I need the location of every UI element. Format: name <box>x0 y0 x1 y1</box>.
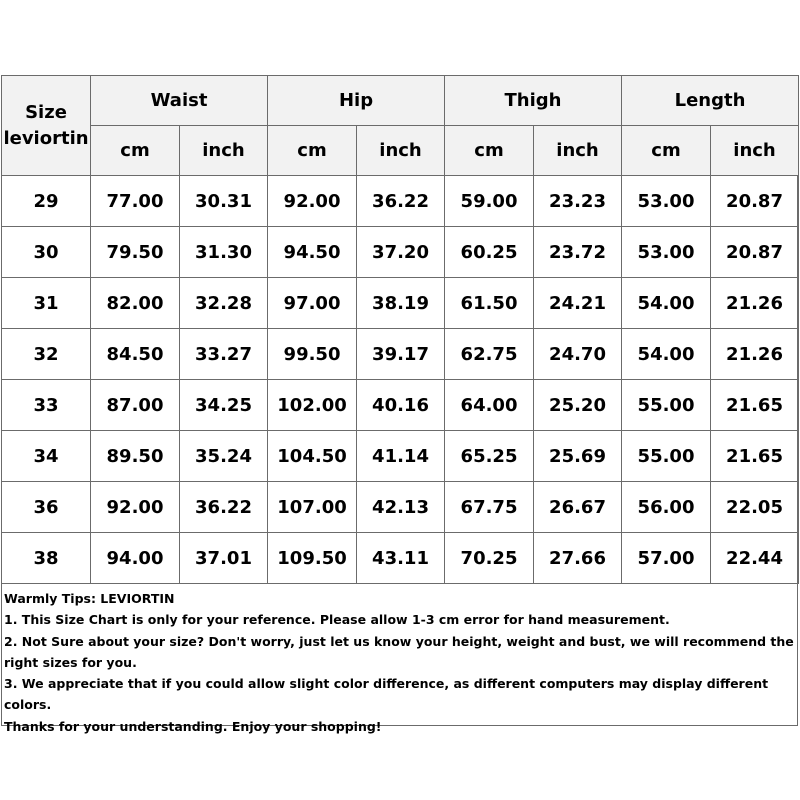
size-cell: 29 <box>2 176 91 227</box>
measurement-cell: 25.69 <box>534 431 622 482</box>
measurement-cell: 33.27 <box>180 329 268 380</box>
measurement-cell: 23.72 <box>534 227 622 278</box>
measurement-cell: 37.20 <box>357 227 445 278</box>
measurement-cell: 60.25 <box>445 227 534 278</box>
measurement-cell: 54.00 <box>622 329 711 380</box>
measurement-cell: 21.65 <box>711 380 799 431</box>
measurement-cell: 53.00 <box>622 176 711 227</box>
measurement-cell: 41.14 <box>357 431 445 482</box>
measurement-cell: 55.00 <box>622 380 711 431</box>
hip-header: Hip <box>268 76 445 126</box>
size-header <box>2 76 91 176</box>
measurement-cell: 31.30 <box>180 227 268 278</box>
measurement-cell: 21.26 <box>711 329 799 380</box>
measurement-cell: 79.50 <box>91 227 180 278</box>
measurement-cell: 94.50 <box>268 227 357 278</box>
size-chart-table <box>1 75 799 584</box>
measurement-cell: 34.25 <box>180 380 268 431</box>
measurement-cell: 92.00 <box>91 482 180 533</box>
measurement-cell: 59.00 <box>445 176 534 227</box>
size-cell: 32 <box>2 329 91 380</box>
measurement-cell: 104.50 <box>268 431 357 482</box>
measurement-cell: 20.87 <box>711 227 799 278</box>
unit-header-inch: inch <box>711 126 799 176</box>
unit-header-cm: cm <box>268 126 357 176</box>
measurement-cell: 92.00 <box>268 176 357 227</box>
unit-header-cm: cm <box>622 126 711 176</box>
measurement-cell: 36.22 <box>180 482 268 533</box>
table-row <box>2 176 799 227</box>
size-header-line1: Size <box>25 101 67 123</box>
measurement-cell: 40.16 <box>357 380 445 431</box>
table-row <box>2 278 799 329</box>
tip-line: Thanks for your understanding. Enjoy your shopping! <box>4 718 382 734</box>
tip-line: 3. We appreciate that if you could allow slight color difference, as different computers may display different colors. <box>4 676 769 713</box>
size-cell: 38 <box>2 533 91 584</box>
unit-header-inch: inch <box>534 126 622 176</box>
size-header-line2: leviortin <box>3 127 89 149</box>
measurement-cell: 32.28 <box>180 278 268 329</box>
measurement-cell: 109.50 <box>268 533 357 584</box>
measurement-cell: 62.75 <box>445 329 534 380</box>
measurement-cell: 21.65 <box>711 431 799 482</box>
group-header-row <box>2 76 799 126</box>
size-cell: 33 <box>2 380 91 431</box>
size-cell: 36 <box>2 482 91 533</box>
unit-header-inch: inch <box>357 126 445 176</box>
measurement-cell: 36.22 <box>357 176 445 227</box>
measurement-cell: 54.00 <box>622 278 711 329</box>
table-row <box>2 533 799 584</box>
measurement-cell: 97.00 <box>268 278 357 329</box>
measurement-cell: 89.50 <box>91 431 180 482</box>
measurement-cell: 102.00 <box>268 380 357 431</box>
measurement-cell: 37.01 <box>180 533 268 584</box>
measurement-cell: 22.05 <box>711 482 799 533</box>
measurement-cell: 70.25 <box>445 533 534 584</box>
measurement-cell: 56.00 <box>622 482 711 533</box>
measurement-cell: 107.00 <box>268 482 357 533</box>
measurement-cell: 35.24 <box>180 431 268 482</box>
length-header: Length <box>622 76 799 126</box>
measurement-cell: 39.17 <box>357 329 445 380</box>
measurement-cell: 99.50 <box>268 329 357 380</box>
thigh-header: Thigh <box>445 76 622 126</box>
measurement-cell: 22.44 <box>711 533 799 584</box>
waist-header: Waist <box>91 76 268 126</box>
measurement-cell: 67.75 <box>445 482 534 533</box>
unit-header-row <box>2 126 799 176</box>
unit-header-cm: cm <box>445 126 534 176</box>
size-rows <box>2 176 799 584</box>
table-row <box>2 227 799 278</box>
measurement-cell: 25.20 <box>534 380 622 431</box>
table-row <box>2 380 799 431</box>
size-cell: 30 <box>2 227 91 278</box>
size-cell: 31 <box>2 278 91 329</box>
measurement-cell: 42.13 <box>357 482 445 533</box>
warmly-tips <box>4 588 794 737</box>
table-row <box>2 482 799 533</box>
unit-header-cm: cm <box>91 126 180 176</box>
measurement-cell: 57.00 <box>622 533 711 584</box>
tip-line: 2. Not Sure about your size? Don't worry, just let us know your height, weight and bust, we will recommend the right sizes for you. <box>4 633 794 670</box>
measurement-cell: 61.50 <box>445 278 534 329</box>
measurement-cell: 43.11 <box>357 533 445 584</box>
tip-line: Warmly Tips: LEVIORTIN <box>4 591 175 606</box>
measurement-cell: 24.21 <box>534 278 622 329</box>
measurement-cell: 21.26 <box>711 278 799 329</box>
measurement-cell: 20.87 <box>711 176 799 227</box>
measurement-cell: 26.67 <box>534 482 622 533</box>
unit-header-inch: inch <box>180 126 268 176</box>
measurement-cell: 77.00 <box>91 176 180 227</box>
tip-line: 1. This Size Chart is only for your reference. Please allow 1-3 cm error for hand measurement. <box>4 612 670 628</box>
table-row <box>2 431 799 482</box>
measurement-cell: 23.23 <box>534 176 622 227</box>
measurement-cell: 53.00 <box>622 227 711 278</box>
measurement-cell: 64.00 <box>445 380 534 431</box>
size-cell: 34 <box>2 431 91 482</box>
measurement-cell: 27.66 <box>534 533 622 584</box>
measurement-cell: 24.70 <box>534 329 622 380</box>
measurement-cell: 38.19 <box>357 278 445 329</box>
measurement-cell: 84.50 <box>91 329 180 380</box>
measurement-cell: 82.00 <box>91 278 180 329</box>
measurement-cell: 30.31 <box>180 176 268 227</box>
measurement-cell: 87.00 <box>91 380 180 431</box>
table-row <box>2 329 799 380</box>
measurement-cell: 55.00 <box>622 431 711 482</box>
measurement-cell: 65.25 <box>445 431 534 482</box>
measurement-cell: 94.00 <box>91 533 180 584</box>
